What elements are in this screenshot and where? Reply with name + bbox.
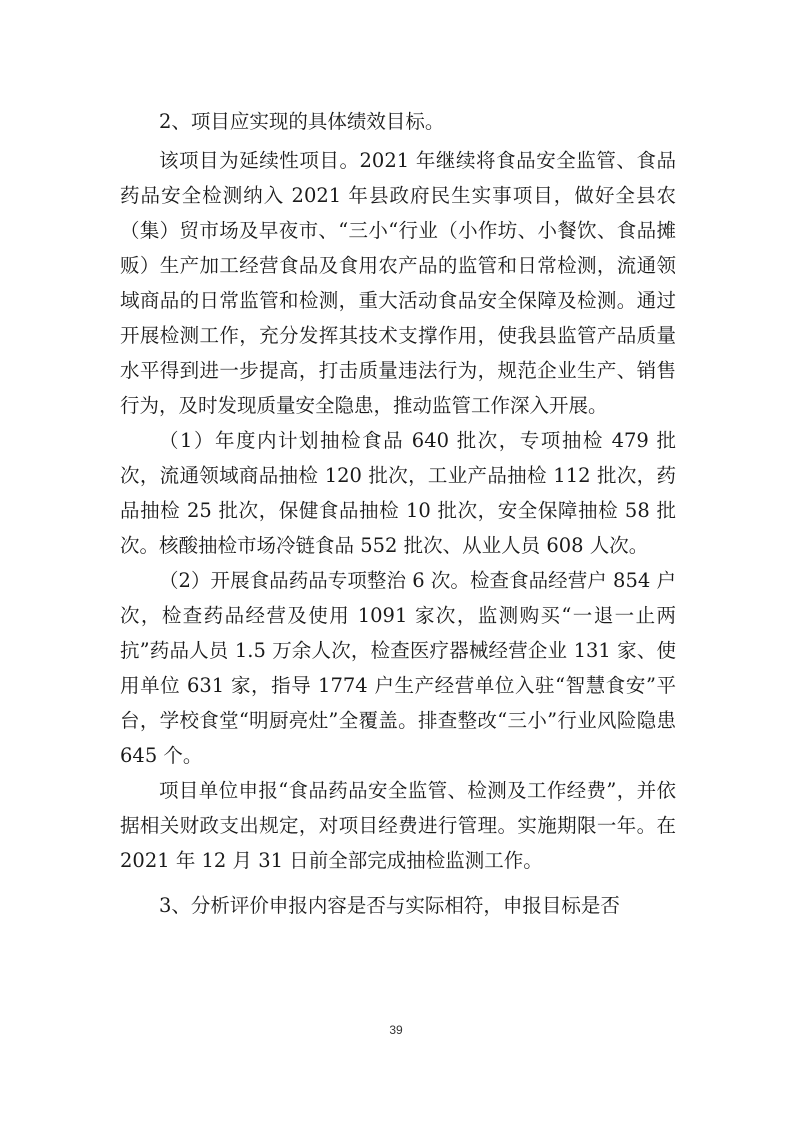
paragraph-funding-declaration: 项目单位申报“食品药品安全监管、检测及工作经费”，并依据相关财政支出规定，对项目经费进行管理。实施期限一年。在 2021 年 12 月 31 日前全部完成抽检监测工作。 [120,779,676,872]
paragraph-special-rectification: （2）开展食品药品专项整治 6 次。检查食品经营户 854 户次，检查药品经营及使用 1091 家次，监测购买“一退一止两抗”药品人员 1.5 万余人次，检查医疗器械经营企业 131 家、使用单位 631 家，指导 1774 户生产经营单位入驻“智慧食安”平台，学校食堂“明厨亮灶”全覆盖。排查整改“三小”行业风险隐患 645 个。 [120,569,676,767]
section-heading-performance-goals: 2、项目应实现的具体绩效目标。 [159,110,445,133]
paragraph-sampling-plan: （1）年度内计划抽检食品 640 批次，专项抽检 479 批次，流通领域商品抽检 120 批次，工业产品抽检 112 批次，药品抽检 25 批次，保健食品抽检 10 批次，安全保障抽检 58 批次。核酸抽检市场冷链食品 552 批次、从业人员 608 人次。 [120,429,676,557]
page-number: 39 [389,1023,403,1037]
section-heading-analysis: 3、分析评价申报内容是否与实际相符，申报目标是否 [159,894,620,917]
document-body [120,104,676,923]
paragraph-project-overview: 该项目为延续性项目。2021 年继续将食品安全监管、食品药品安全检测纳入 2021 年县政府民生实事项目，做好全县农（集）贸市场及早夜市、“三小“行业（小作坊、小餐饮、食品摊贩）生产加工经营食品及食用农产品的监管和日常检测，流通领域商品的日常监管和检测，重大活动食品安全保障及检测。通过开展检测工作，充分发挥其技术支撑作用，使我县监管产品质量水平得到进一步提高，打击质量违法行为，规范企业生产、销售行为，及时发现质量安全隐患，推动监管工作深入开展。 [120,149,676,417]
